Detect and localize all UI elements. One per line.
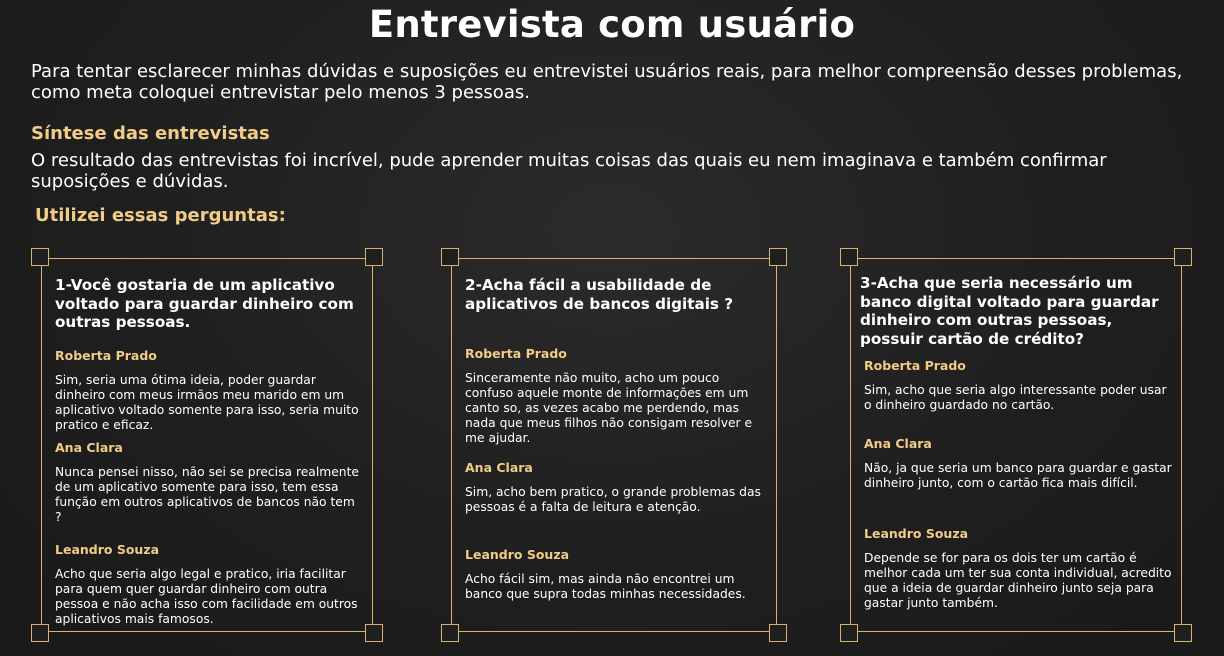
interviewee-name: Leandro Souza bbox=[864, 526, 969, 541]
answer-block bbox=[55, 440, 363, 525]
corner-square-icon bbox=[365, 624, 383, 642]
corner-square-icon bbox=[31, 248, 49, 266]
answer-text: Sim, seria uma ótima ideia, poder guardar dinheiro com meus irmãos meu marido em um aplicativo voltado somente para isso, seria muito pratico e eficaz. bbox=[55, 372, 359, 432]
questions-title: Utilizei essas perguntas: bbox=[35, 205, 286, 226]
corner-square-icon bbox=[769, 624, 787, 642]
answer-text: Depende se for para os dois ter um cartão é melhor cada um ter sua conta individual, acredito que a ideia de guardar dinheiro junto seja para gastar junto também. bbox=[864, 551, 1172, 610]
answer-text: Nunca pensei nisso, não sei se precisa realmente de um aplicativo somente para isso, tem essa função em outros aplicativos de bancos não tem ? bbox=[55, 464, 359, 524]
question-card-1 bbox=[41, 258, 373, 632]
card-content bbox=[860, 274, 1172, 611]
interviewee-name: Roberta Prado bbox=[55, 347, 157, 363]
answer-text: Sinceramente não muito, acho um pouco confuso aquele monte de informações em um canto so, as vezes acabo me perdendo, mas nada que meus filhos não consigam resolver e me ajudar. bbox=[465, 371, 753, 445]
answer-block bbox=[465, 547, 767, 602]
corner-square-icon bbox=[769, 248, 787, 266]
answer-block bbox=[55, 348, 363, 433]
answer-block bbox=[864, 526, 1172, 611]
intro-text: Para tentar esclarecer minhas dúvidas e suposições eu entrevistei usuários reais, para melhor compreensão desses problemas, como meta coloquei entrevistar pelo menos 3 pessoas. bbox=[31, 61, 1183, 103]
question-text: 3-Acha que seria necessário um banco digital voltado para guardar dinheiro com outras pessoas, possuir cartão de crédito? bbox=[860, 274, 1159, 348]
corner-square-icon bbox=[441, 248, 459, 266]
question-text: 2-Acha fácil a usabilidade de aplicativos de bancos digitais ? bbox=[465, 276, 734, 313]
question-card-2 bbox=[451, 258, 777, 632]
synthesis-text: O resultado das entrevistas foi incrível, pude aprender muitas coisas das quais eu nem imaginava e também confirmar suposições e dúvidas. bbox=[31, 150, 1107, 192]
answer-block bbox=[465, 346, 767, 446]
card-content bbox=[465, 276, 767, 602]
answer-block bbox=[864, 358, 1172, 413]
interviewee-name: Ana Clara bbox=[465, 460, 533, 475]
answer-text: Acho que seria algo legal e pratico, iria facilitar para quem quer guardar dinheiro com outra pessoa e não acha isso com facilidade em outros aplicativos mais famosos. bbox=[55, 566, 358, 626]
corner-square-icon bbox=[441, 624, 459, 642]
answer-block bbox=[55, 542, 363, 627]
answer-text: Não, ja que seria um banco para guardar e gastar dinheiro junto, com o cartão fica mais difícil. bbox=[864, 461, 1172, 490]
interviewee-name: Roberta Prado bbox=[864, 358, 966, 373]
question-card-3 bbox=[850, 258, 1182, 632]
corner-square-icon bbox=[365, 248, 383, 266]
interviewee-name: Ana Clara bbox=[55, 439, 123, 455]
answer-text: Acho fácil sim, mas ainda não encontrei um banco que supra todas minhas necessidades. bbox=[465, 572, 746, 601]
answer-block bbox=[465, 460, 767, 515]
corner-square-icon bbox=[840, 624, 858, 642]
answer-block bbox=[864, 436, 1172, 491]
corner-square-icon bbox=[1174, 624, 1192, 642]
synthesis-title: Síntese das entrevistas bbox=[31, 123, 270, 144]
corner-square-icon bbox=[840, 248, 858, 266]
interviewee-name: Roberta Prado bbox=[465, 346, 567, 361]
interviewee-name: Leandro Souza bbox=[55, 541, 160, 557]
interviewee-name: Ana Clara bbox=[864, 436, 932, 451]
question-text: 1-Você gostaria de um aplicativo voltado para guardar dinheiro com outras pessoas. bbox=[55, 276, 354, 331]
page-title: Entrevista com usuário bbox=[368, 3, 856, 46]
corner-square-icon bbox=[31, 624, 49, 642]
interviewee-name: Leandro Souza bbox=[465, 547, 570, 562]
card-content bbox=[55, 276, 363, 627]
answer-text: Sim, acho bem pratico, o grande problemas das pessoas é a falta de leitura e atenção. bbox=[465, 485, 761, 514]
answer-text: Sim, acho que seria algo interessante poder usar o dinheiro guardado no cartão. bbox=[864, 383, 1167, 412]
corner-square-icon bbox=[1174, 248, 1192, 266]
